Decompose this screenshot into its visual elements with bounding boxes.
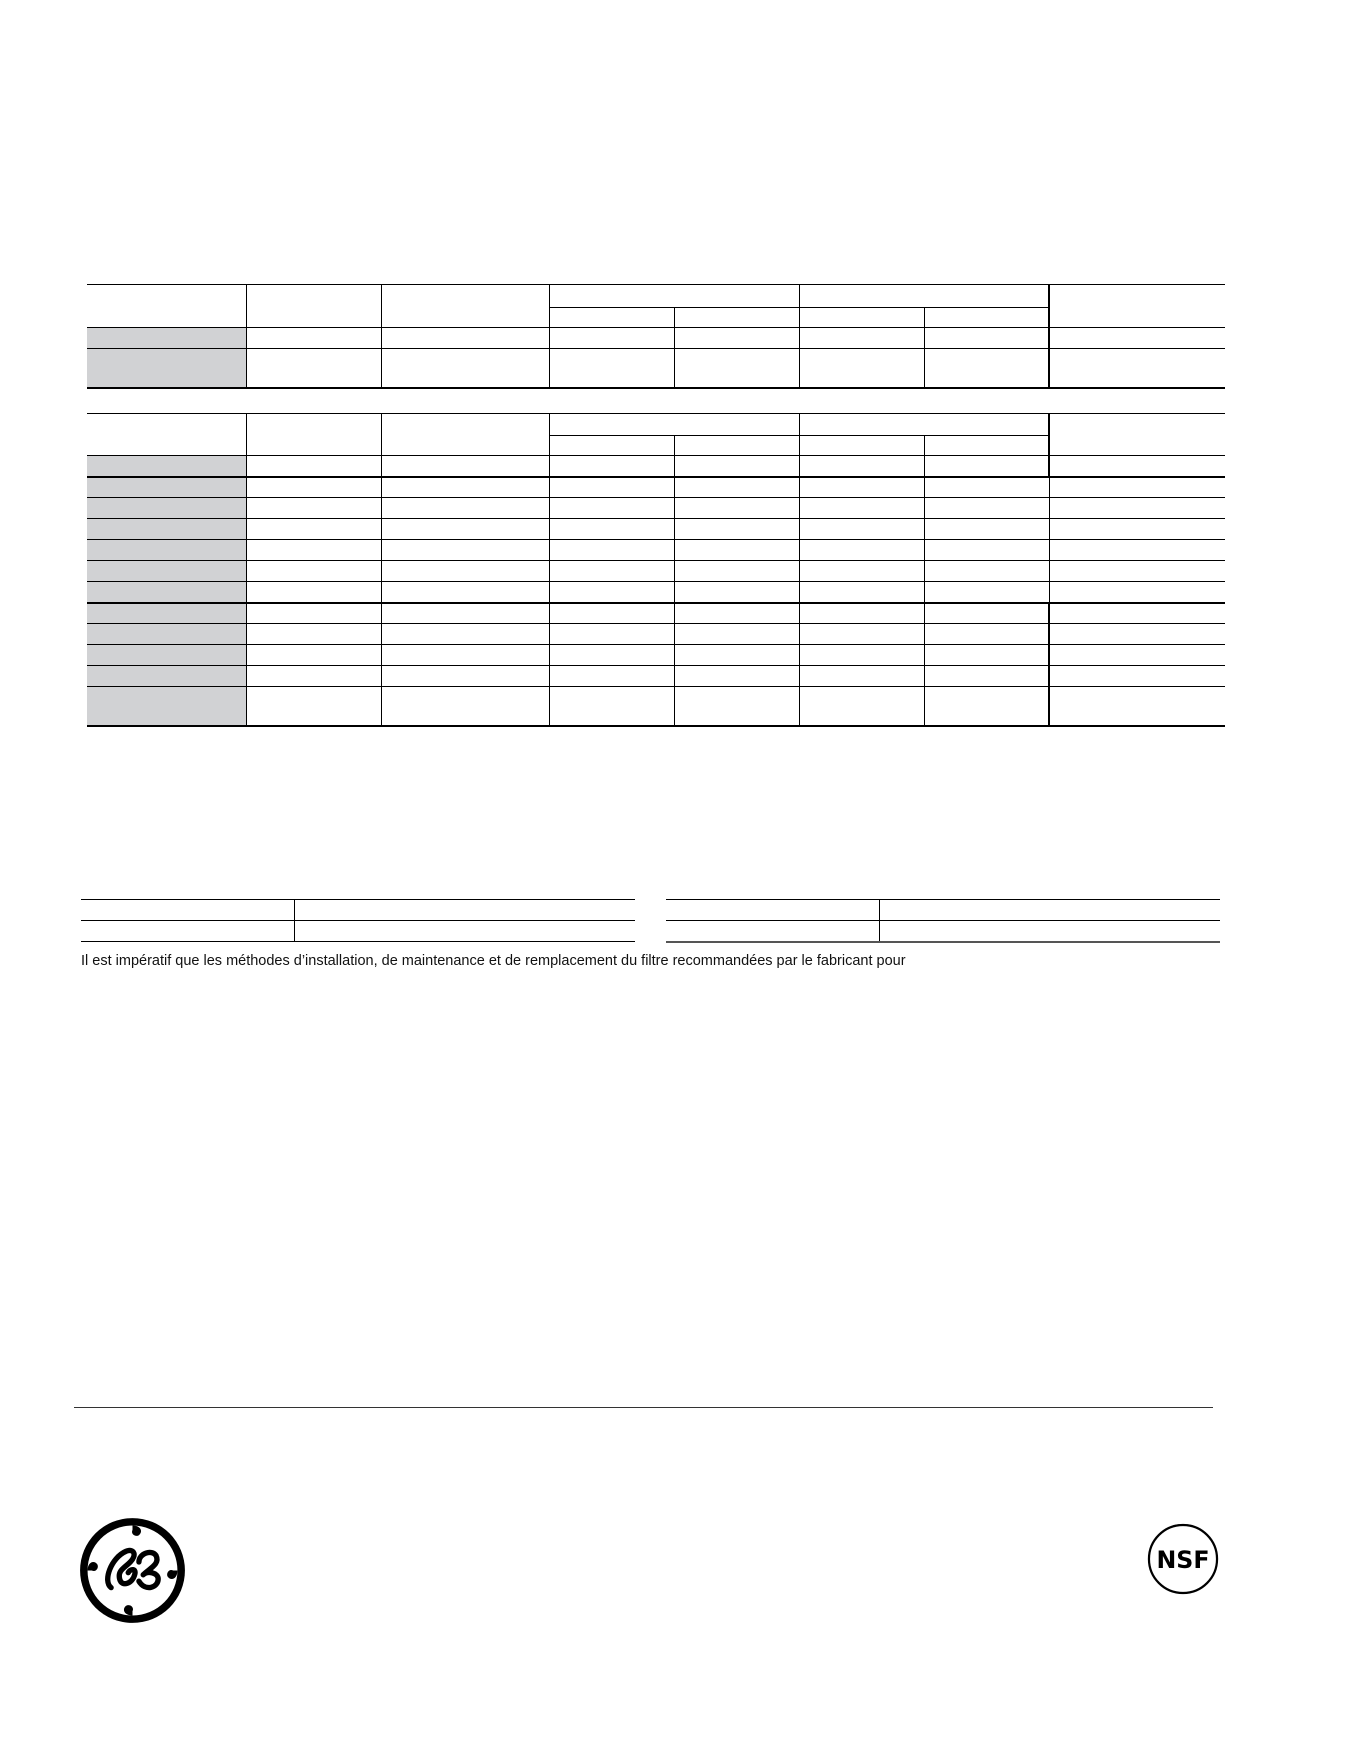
table-row [87, 603, 1225, 624]
table-row [666, 921, 1220, 943]
table-row [87, 582, 1225, 603]
table-row [87, 328, 1225, 349]
table-row [87, 456, 1225, 477]
svg-text:NSF: NSF [1156, 1545, 1210, 1574]
installation-notice: Il est impératif que les méthodes d’installation, de maintenance et de remplacement du filtre recommandées par le fabricant pour [81, 953, 906, 969]
spec-table-right [666, 899, 1220, 943]
table-row [87, 624, 1225, 645]
table-row [87, 561, 1225, 582]
table-row [87, 477, 1225, 498]
table-header-row [87, 414, 1225, 436]
table-row [87, 519, 1225, 540]
table-header-row [87, 285, 1225, 308]
ge-logo [79, 1517, 186, 1624]
table-row [87, 687, 1225, 726]
table-row [81, 921, 635, 942]
table-row [666, 900, 1220, 921]
table-row [87, 540, 1225, 561]
table-row [87, 349, 1225, 388]
table-row [81, 900, 635, 921]
footer-divider [74, 1407, 1213, 1408]
performance-table-top [87, 284, 1225, 389]
table-row [87, 666, 1225, 687]
table-row [87, 645, 1225, 666]
spec-table-left [81, 899, 635, 942]
table-row [87, 498, 1225, 519]
performance-table-main [87, 413, 1225, 727]
nsf-logo [1146, 1522, 1220, 1596]
